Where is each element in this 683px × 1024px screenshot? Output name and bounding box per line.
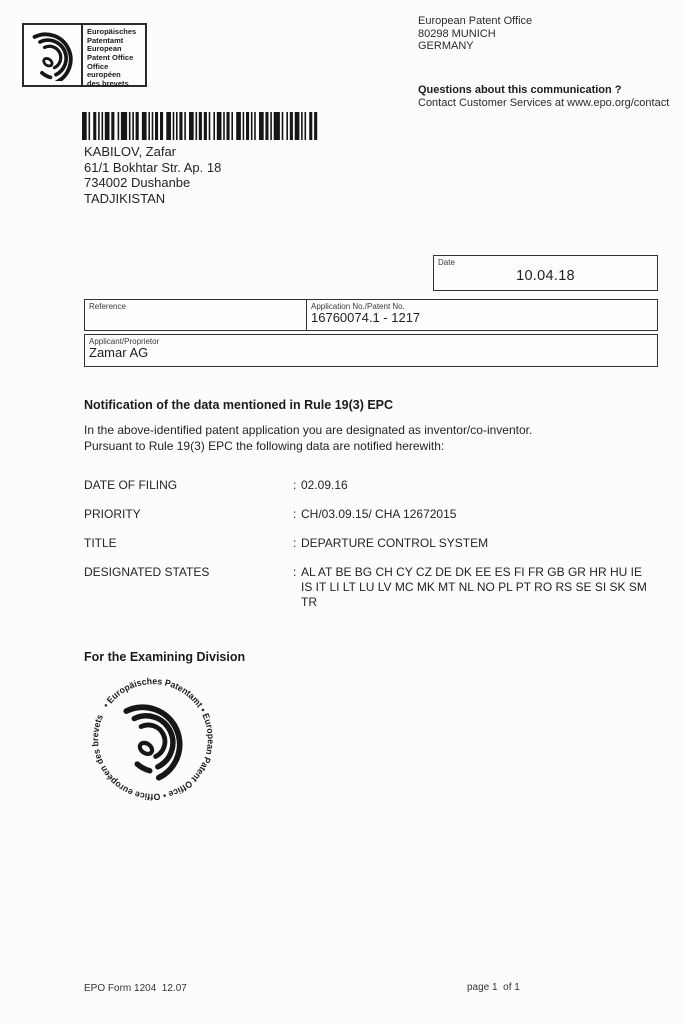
field-value (301, 565, 647, 610)
field-title (84, 536, 659, 551)
recipient-address (84, 144, 221, 206)
states-line-1: AL AT BE BG CH CY CZ DE DK EE ES FI FR GB GR HR HU IE (301, 565, 642, 579)
date-box (433, 255, 658, 291)
field-colon: : (293, 565, 297, 579)
epo-seal-stamp (84, 670, 222, 813)
field-colon: : (293, 507, 297, 521)
page-indicator: page 1 of 1 (467, 982, 520, 993)
field-label: DESIGNATED STATES (84, 565, 210, 579)
office-address (418, 15, 532, 53)
questions-title: Questions about this communication ? (418, 84, 622, 96)
intro-line-1: In the above-identified patent application you are designated as inventor/co-inventor. (84, 423, 533, 437)
recipient-country: TADJIKISTAN (84, 190, 166, 206)
applicant-label: Applicant/Proprietor (89, 337, 160, 346)
applicant-box (84, 334, 658, 367)
application-no-label: Application No./Patent No. (311, 302, 405, 311)
reference-application-box (84, 299, 658, 331)
seal-ring-text: • Europäisches Patentamt • European Patent Office • Office européen des brevets (90, 676, 216, 802)
field-label: DATE OF FILING (84, 478, 178, 492)
date-value: 10.04.18 (516, 268, 575, 284)
reference-label: Reference (89, 302, 126, 311)
logo-label-fr: Office européen des brevets (87, 61, 129, 88)
states-line-3: TR (301, 595, 317, 609)
field-label: TITLE (84, 536, 117, 550)
field-designated-states (84, 565, 659, 610)
office-address-line: 80298 MUNICH (418, 27, 496, 40)
field-label: PRIORITY (84, 507, 141, 521)
notification-title: Notification of the data mentioned in Rule 19(3) EPC (84, 398, 394, 412)
intro-paragraph (84, 423, 624, 454)
epo-swirl-icon (24, 25, 83, 85)
office-address-line: European Patent Office (418, 15, 533, 27)
barcode (82, 112, 320, 145)
recipient-street: 61/1 Bokhtar Str. Ap. 18 (84, 159, 222, 175)
field-colon: : (293, 536, 297, 550)
svg-text:• Europäisches Patentamt • Eur (84, 670, 222, 808)
field-priority (84, 507, 659, 522)
field-value: 02.09.16 (301, 478, 348, 492)
states-line-2: IS IT LI LT LU LV MC MK MT NL NO PL PT RO RS SE SI SK SM (301, 580, 647, 594)
logo-label-de: Europäisches Patentamt (87, 27, 137, 45)
field-value: CH/03.09.15/ CHA 12672015 (301, 507, 457, 521)
date-label: Date (438, 258, 455, 267)
intro-line-2: Pursuant to Rule 19(3) EPC the following data are notified herewith: (84, 438, 445, 453)
examining-division-signoff: For the Examining Division (84, 650, 246, 664)
office-address-line: GERMANY (418, 40, 474, 52)
field-value: DEPARTURE CONTROL SYSTEM (301, 536, 489, 550)
field-colon: : (293, 478, 297, 492)
form-number: EPO Form 1204 12.07 (84, 983, 187, 994)
recipient-city: 734002 Dushanbe (84, 175, 191, 190)
notified-data-fields (84, 478, 659, 624)
seal-swirl-icon (114, 695, 192, 784)
recipient-name: KABILOV, Zafar (84, 144, 177, 159)
epo-logo-box (22, 23, 147, 87)
applicant-value: Zamar AG (89, 345, 149, 360)
application-no-value: 16760074.1 - 1217 (311, 310, 421, 325)
questions-contact-line: Contact Customer Services at www.epo.org/contact (418, 96, 670, 109)
logo-label-en: European Patent Office (87, 44, 134, 62)
field-date-of-filing (84, 478, 659, 493)
questions-block (418, 84, 669, 109)
